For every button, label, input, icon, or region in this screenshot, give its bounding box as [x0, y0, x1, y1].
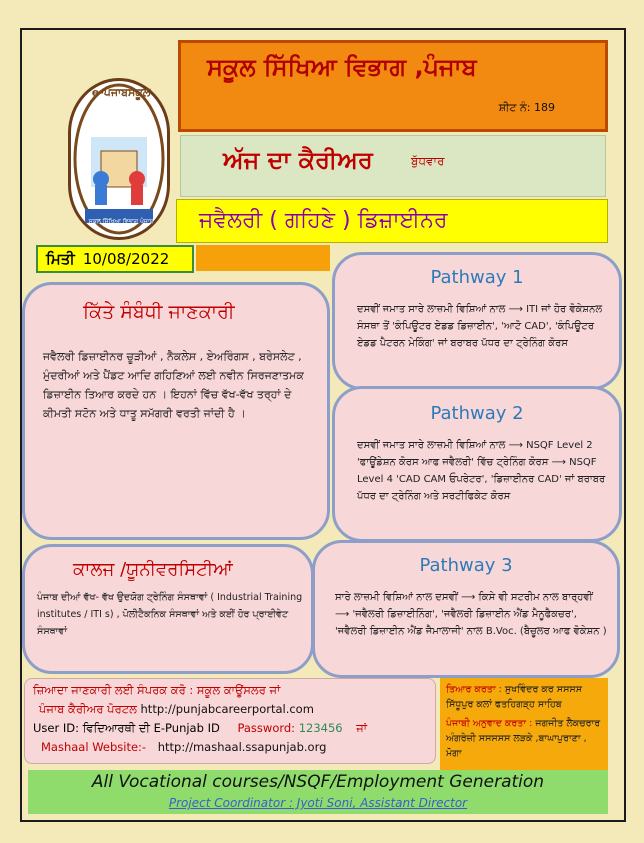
title-banner: [178, 40, 608, 132]
pathway-2-title: Pathway 2: [430, 403, 524, 424]
date-label: ਮਿਤੀ: [46, 250, 75, 268]
pathway-3-title: Pathway 3: [419, 555, 513, 576]
decorative-strip: [196, 245, 330, 271]
career-day: ਬੁੱਧਵਾਰ: [411, 154, 445, 168]
college-body: ਪੰਜਾਬ ਦੀਆਂ ਵੱਖ- ਵੱਖ ਉਦਯੋਗ ਟ੍ਰੇਨਿੰਗ ਸੰਸਥਾਵਾਂ ( Industrial Training institutes / ITI s) , ਪੋਲੀਟੈਕਨਿਕ ਸੰਸਥਾਵਾਂ ਅਤੇ ਕਈਂ ਹੋਰ ਪ੍ਰਾਈਵੇਟ ਸੰਸਥਾਵਾਂ: [37, 592, 303, 637]
pathway-1-title: Pathway 1: [430, 267, 524, 288]
mashaal-label: Mashaal Website:-: [41, 740, 147, 754]
pathway-2-card: [332, 386, 622, 542]
creator-label: ਤਿਆਰ ਕਰਤਾ :: [446, 684, 502, 695]
date-box: [36, 245, 194, 273]
contact-line-1: ਜ਼ਿਆਦਾ ਜਾਣਕਾਰੀ ਲਈ ਸੰਪਰਕ ਕਰੋ : ਸਕੂਲ ਕਾਊਂਸਲਰ ਜਾਂ: [33, 683, 281, 697]
occupation-info-card: [22, 282, 330, 540]
career-title: ਅੱਜ ਦਾ ਕੈਰੀਅਰ: [223, 146, 373, 174]
portal-label: ਪੰਜਾਬ ਕੈਰੀਅਰ ਪੋਰਟਲ: [39, 702, 137, 716]
logo-graphic: [71, 81, 167, 237]
pathway-3-card: [312, 540, 620, 678]
e-punjab-logo: [68, 78, 170, 240]
sheet-number: ਸ਼ੀਟ ਨੰ: 189: [498, 101, 555, 114]
user-id-text: User ID: ਵਿਦਿਆਰਥੀ ਦੀ E-Punjab ID: [33, 721, 220, 735]
career-name: ਜਵੈਲਰੀ ( ਗਹਿਣੇ ) ਡਿਜ਼ਾਈਨਰ: [199, 208, 448, 233]
logo-caption: ਸਕੂਲ ਸਿੱਖਿਆ ਵਿਭਾਗ ਪੰਜਾਬ: [88, 218, 154, 225]
creator-name: ਸੁਖਵਿੰਦਰ ਕਰ ਸਸਸਸ ਸਿੱਧੂਪੁਰ ਕਲਾਂ ਫਤਹਿਗੜ੍ਹ ਸਾਹਿਬ: [446, 684, 583, 710]
pathway-3-body: ਸਾਰੇ ਲਾਜ਼ਮੀ ਵਿਸ਼ਿਆਂ ਨਾਲ ਦਸਵੀਂ ⟶ ਕਿਸੇ ਵੀ ਸਟਰੀਮ ਨਾਲ ਬਾਰ੍ਹਵੀਂ ⟶ 'ਜਵੈਲਰੀ ਡਿਜ਼ਾਈਨਿੰਗ', 'ਜਵੈਲਰੀ ਡਿਜ਼ਾਈਨ ਐਂਡ ਮੈਨੂਫੈਕਚਰ', 'ਜਵੈਲਰੀ ਡਿਜ਼ਾਈਨ ਐਂਡ ਜੈਮਾਲਾਜੀ' ਨਾਲ B.Voc. (ਬੈਚੂਲਰ ਆਫ ਵੋਕੇਸ਼ਨ ): [335, 592, 607, 637]
portal-link[interactable]: http://punjabcareerportal.com: [140, 702, 314, 716]
career-banner: [180, 135, 606, 197]
credits-box: [440, 678, 608, 770]
footer-main: All Vocational courses/NSQF/Employment Generation: [91, 772, 545, 792]
password-label: Password:: [237, 721, 296, 735]
pathway-1-card: [332, 252, 622, 390]
translator-name: ਜਗਜੀਤ ਲੈਕਚਰਾਰ ਅੰਗਰੇਜ਼ੀ ਸਸਸਸਸ ਲੜਕੇ ,ਬਾਘਾਪੁਰਾਣਾ , ਮੋਗਾ: [446, 718, 601, 759]
pathway-2-body: ਦਸਵੀਂ ਜਮਾਤ ਸਾਰੇ ਲਾਜ਼ਮੀ ਵਿਸ਼ਿਆਂ ਨਾਲ ⟶ NSQF Level 2 'ਫਾਊਂਡੇਸ਼ਨ ਕੋਰਸ ਆਫ ਜਵੈਲਰੀ' ਵਿੱਚ ਟ੍ਰੇਨਿੰਗ ਕੋਰਸ ⟶ NSQF Level 4 'CAD CAM ਓਪਰੇਟਰ', 'ਡਿਜ਼ਾਈਨਰ CAD' ਜਾਂ ਬਰਾਬਰ ਪੱਧਰ ਦਾ ਟ੍ਰੇਨਿੰਗ ਅਤੇ ਸਰਟੀਫਿਕੇਟ ਕੋਰਸ: [357, 440, 606, 502]
colleges-card: [22, 544, 314, 674]
info-title: ਕਿੱਤੇ ਸੰਬੰਧੀ ਜਾਣਕਾਰੀ: [83, 301, 235, 323]
footer-banner: [28, 770, 608, 814]
password-value: 123456: [298, 721, 343, 735]
or-text: ਜਾਂ: [356, 721, 368, 735]
pathway-1-body: ਦਸਵੀਂ ਜਮਾਤ ਸਾਰੇ ਲਾਜ਼ਮੀ ਵਿਸ਼ਿਆਂ ਨਾਲ ⟶ ITI ਜਾਂ ਹੋਰ ਵੋਕੇਸ਼ਨਲ ਸੰਸਥਾ ਤੋਂ 'ਕੰਪਿਊਟਰ ਏਡਡ ਡਿਜ਼ਾਈਨ', 'ਆਟੋ CAD', 'ਕੰਪਿਊਟਰ ਏਡਡ ਪੈਟਰਨ ਮੇਕਿੰਗ' ਜਾਂ ਬਰਾਬਰ ਪੱਧਰ ਦਾ ਟ੍ਰੇਨਿੰਗ ਕੋਰਸ: [357, 304, 603, 349]
mashaal-link[interactable]: http://mashaal.ssapunjab.org: [157, 740, 327, 754]
info-body: ਜਵੈਲਰੀ ਡਿਜ਼ਾਈਨਰ ਚੂੜੀਆਂ , ਨੈਕਲੇਸ , ਏਅਰਿੰਗਸ , ਬਰੇਸਲੇਟ , ਮੁੰਦਰੀਆਂ ਅਤੇ ਪੈਂਡਟ ਆਦਿ ਗਹਿਣਿਆਂ ਲਈ ਨਵੀਨ ਸਿਰਜਣਾਤਮਕ ਡਿਜ਼ਾਈਨ ਤਿਆਰ ਕਰਦੇ ਹਨ । ਇਹਨਾਂ ਵਿੱਚ ਵੱਖ-ਵੱਖ ਤਰ੍ਹਾਂ ਦੇ ਕੀਮਤੀ ਸਟੋਨ ਅਤੇ ਧਾਤੂ ਸਮੱਗਰੀ ਵਰਤੀ ਜਾਂਦੀ ਹੈ ।: [43, 350, 304, 420]
contact-box: [24, 678, 436, 764]
page-title: ਸਕੂਲ ਸਿੱਖਿਆ ਵਿਭਾਗ ,ਪੰਜਾਬ: [207, 53, 477, 81]
footer-coordinator: Project Coordinator : Jyoti Soni, Assistant Director: [168, 796, 468, 810]
translator-label: ਪੰਜਾਬੀ ਅਨੁਵਾਦ ਕਰਤਾ :: [446, 718, 533, 729]
career-name-banner: [176, 199, 608, 243]
logo-text: e-ਪੰਜਾਬਸਕੂਲ: [91, 86, 151, 99]
college-title: ਕਾਲਜ /ਯੂਨੀਵਰਸਿਟੀਆਂ: [73, 559, 233, 580]
date-value: 10/08/2022: [82, 250, 170, 268]
